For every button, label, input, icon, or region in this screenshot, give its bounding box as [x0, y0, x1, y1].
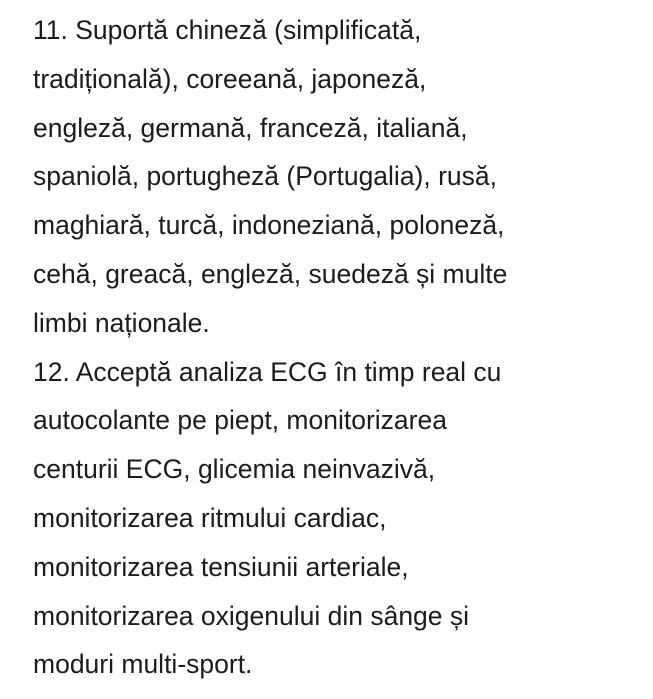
text-line: monitorizarea tensiunii arteriale, [33, 551, 409, 582]
text-line: 11. Suportă chineză (simplificată, [33, 15, 422, 45]
text-line: limbi naționale. [33, 307, 210, 338]
text-line: autocolante pe piept, monitorizarea [33, 405, 447, 436]
text-line: monitorizarea oxigenului din sânge și [33, 600, 470, 631]
list-item-11 [33, 6, 643, 348]
list-item-12 [33, 348, 643, 690]
text-line: moduri multi-sport. [33, 649, 253, 680]
text-line: spaniolă, portugheză (Portugalia), rusă, [33, 161, 498, 192]
document-body [33, 6, 643, 689]
text-line: 12. Acceptă analiza ECG în timp real cu [33, 356, 502, 387]
text-line: tradițională), coreeană, japoneză, [33, 63, 427, 94]
text-line: centurii ECG, glicemia neinvazivă, [33, 454, 436, 485]
text-line: engleză, germană, franceză, italiană, [33, 112, 468, 143]
text-line: monitorizarea ritmului cardiac, [33, 502, 387, 533]
text-line: maghiară, turcă, indoneziană, poloneză, [33, 210, 505, 241]
text-line: cehă, greacă, engleză, suedeză și multe [33, 258, 508, 289]
